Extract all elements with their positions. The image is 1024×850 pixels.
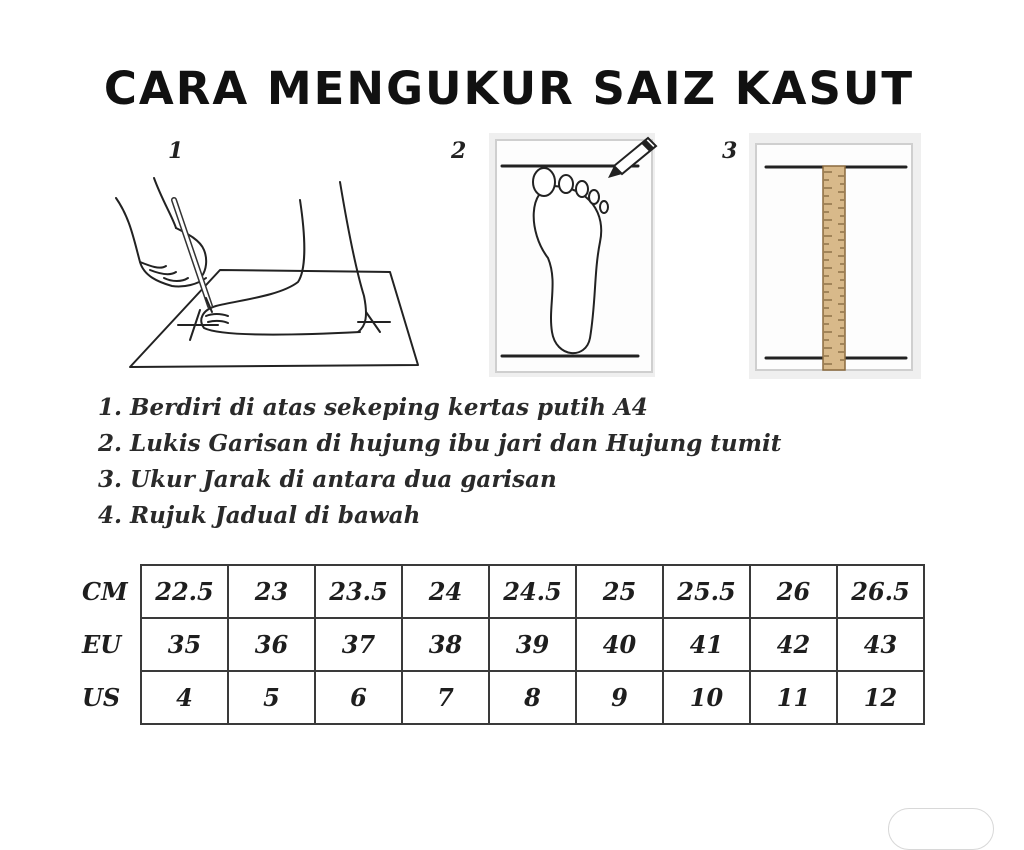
table-cell: 12 — [837, 671, 924, 724]
instruction-item: 1. Berdiri di atas sekeping kertas putih A4 — [98, 394, 648, 421]
table-cell: 6 — [315, 671, 402, 724]
table-cell: 41 — [663, 618, 750, 671]
row-header-eu: EU — [82, 630, 122, 659]
table-cell: 7 — [402, 671, 489, 724]
footprint-pencil-illustration — [488, 132, 658, 380]
instruction-item: 4. Rujuk Jadual di bawah — [98, 502, 421, 529]
table-cell: 23.5 — [315, 565, 402, 618]
table-cell: 10 — [663, 671, 750, 724]
step-2-number: 2 — [451, 138, 467, 164]
row-header-us: US — [82, 683, 121, 712]
instruction-item: 3. Ukur Jarak di antara dua garisan — [98, 466, 557, 493]
table-cell: 39 — [489, 618, 576, 671]
page-title: CARA MENGUKUR SAIZ KASUT — [103, 62, 915, 115]
table-cell: 26.5 — [837, 565, 924, 618]
table-cell: 26 — [750, 565, 837, 618]
ruler-icon — [823, 166, 845, 370]
foot-tracing-illustration — [110, 170, 430, 375]
table-cell: 38 — [402, 618, 489, 671]
table-row-us — [78, 671, 924, 724]
table-cell: 9 — [576, 671, 663, 724]
table-cell: 4 — [141, 671, 228, 724]
table-cell: 11 — [750, 671, 837, 724]
table-row-eu — [78, 618, 924, 671]
instruction-item: 2. Lukis Garisan di hujung ibu jari dan Hujung tumit — [98, 430, 782, 457]
table-cell: 36 — [228, 618, 315, 671]
step-3-number: 3 — [722, 138, 738, 164]
table-cell: 22.5 — [141, 565, 228, 618]
table-cell: 40 — [576, 618, 663, 671]
table-cell: 42 — [750, 618, 837, 671]
table-cell: 43 — [837, 618, 924, 671]
table-cell: 23 — [228, 565, 315, 618]
floating-action-button[interactable] — [888, 808, 994, 850]
table-cell: 37 — [315, 618, 402, 671]
table-cell: 25 — [576, 565, 663, 618]
table-row-cm — [78, 565, 924, 618]
size-chart-table — [78, 564, 925, 725]
table-cell: 5 — [228, 671, 315, 724]
ruler-measure-illustration — [748, 132, 922, 380]
row-header-cm: CM — [82, 577, 128, 606]
table-cell: 8 — [489, 671, 576, 724]
table-cell: 35 — [141, 618, 228, 671]
table-cell: 24.5 — [489, 565, 576, 618]
step-1-number: 1 — [168, 138, 184, 164]
table-cell: 24 — [402, 565, 489, 618]
table-cell: 25.5 — [663, 565, 750, 618]
instruction-list — [98, 390, 781, 534]
